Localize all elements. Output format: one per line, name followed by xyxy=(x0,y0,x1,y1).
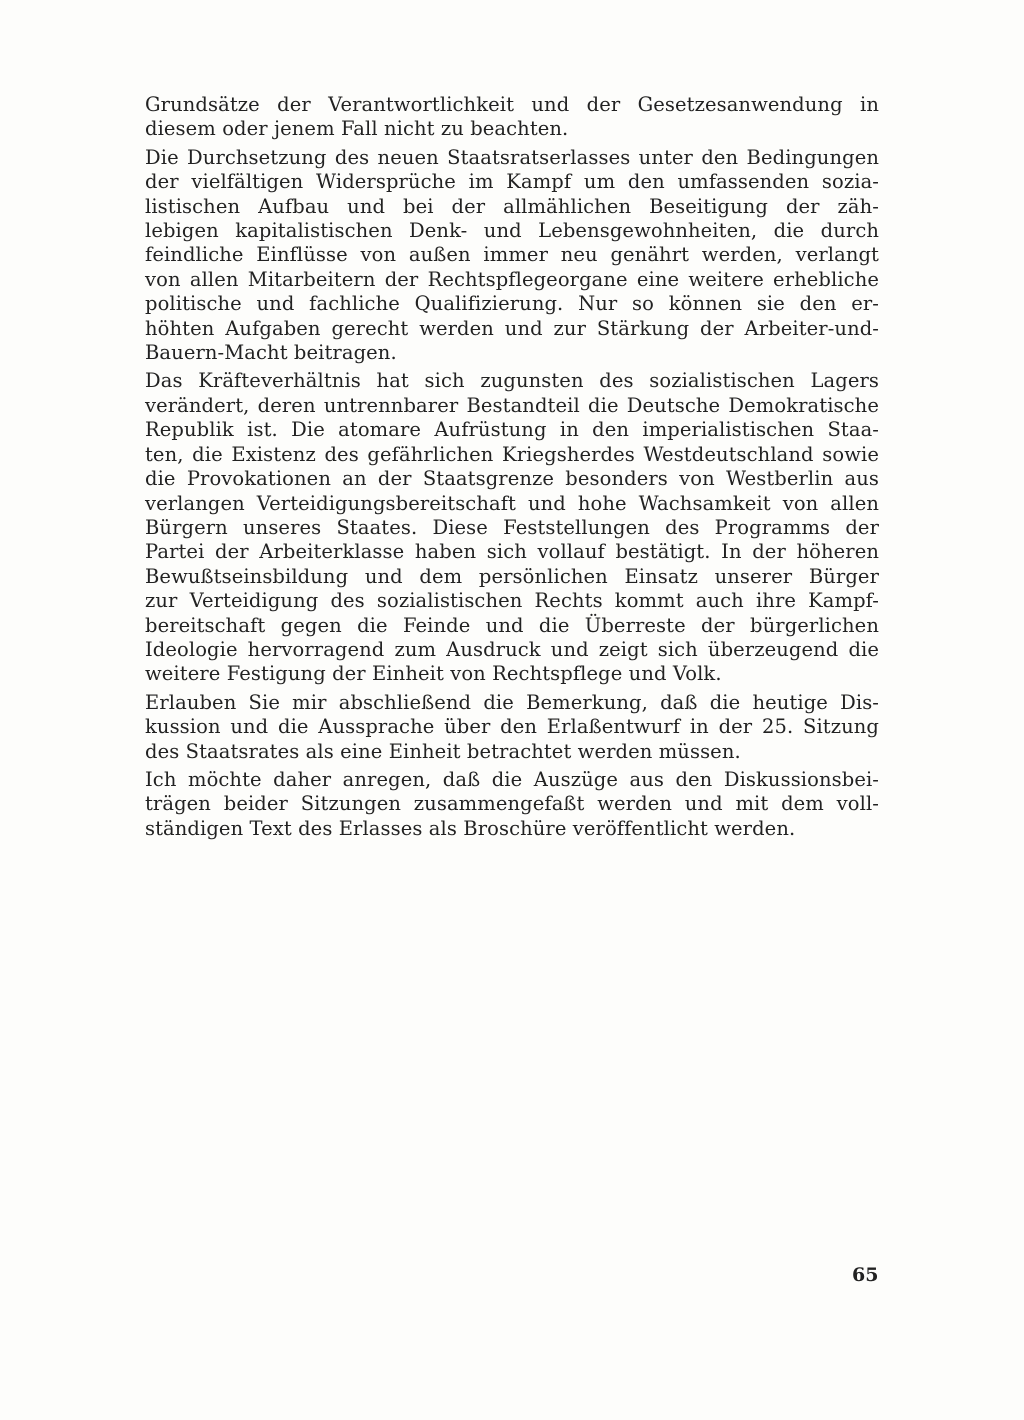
text-line: Grundsätze der Verantwortlichkeit und der Gesetzesanwendung in xyxy=(145,93,879,116)
body-text xyxy=(145,93,879,845)
text-line: lebigen kapitalistischen Denk- und Lebensgewohnheiten, die durch xyxy=(145,219,879,243)
text-line: Die Durchsetzung des neuen Staatsratserlasses unter den Bedingungen xyxy=(145,145,879,169)
text-line: Das Kräfteverhältnis hat sich zugunsten des sozialistischen Lagers xyxy=(145,369,879,393)
text-line: ständigen Text des Erlasses als Broschüre veröffentlicht werden. xyxy=(145,816,796,840)
text-line: Bauern-Macht beitragen. xyxy=(145,341,397,365)
text-line: Bürgern unseres Staates. Diese Feststellungen des Programms der xyxy=(145,515,879,539)
paragraph-3 xyxy=(145,369,879,686)
text-line: Ich möchte daher anregen, daß die Auszüge aus den Diskussionsbei- xyxy=(145,767,879,791)
text-line: des Staatsrates als eine Einheit betrachtet werden müssen. xyxy=(145,739,741,763)
text-line: verändert, deren untrennbarer Bestandteil die Deutsche Demokratische xyxy=(145,393,879,417)
text-line: Republik ist. Die atomare Aufrüstung in den imperialistischen Staa- xyxy=(145,418,879,442)
paragraph-5 xyxy=(145,768,879,841)
text-line: ten, die Existenz des gefährlichen Kriegsherdes Westdeutschland sowie xyxy=(145,442,879,466)
text-line: zur Verteidigung des sozialistischen Rechts kommt auch ihre Kampf- xyxy=(145,589,879,613)
text-line: Erlauben Sie mir abschließend die Bemerkung, daß die heutige Dis- xyxy=(145,690,879,714)
text-line: verlangen Verteidigungsbereitschaft und hohe Wachsamkeit von allen xyxy=(145,491,879,515)
text-line: diesem oder jenem Fall nicht zu beachten. xyxy=(145,117,569,141)
text-line: politische und fachliche Qualifizierung. Nur so können sie den er- xyxy=(145,292,879,316)
text-line: trägen beider Sitzungen zusammengefaßt werden und mit dem voll- xyxy=(145,792,879,816)
text-line: Ideologie hervorragend zum Ausdruck und zeigt sich überzeugend die xyxy=(145,637,879,661)
text-line: feindliche Einflüsse von außen immer neu genährt werden, verlangt xyxy=(145,243,879,267)
text-line: Bewußtseinsbildung und dem persönlichen Einsatz unserer Bürger xyxy=(145,564,879,588)
text-line: Partei der Arbeiterklasse haben sich vollauf bestätigt. In der höheren xyxy=(145,540,879,564)
text-line: der vielfältigen Widersprüche im Kampf um den umfassenden sozia- xyxy=(145,170,879,194)
text-line: bereitschaft gegen die Feinde und die Überreste der bürgerlichen xyxy=(145,613,879,637)
paragraph-1 xyxy=(145,93,879,142)
text-line: von allen Mitarbeitern der Rechtspflegeorgane eine weitere erhebliche xyxy=(145,267,879,291)
page-number: 65 xyxy=(852,1264,879,1286)
text-line: kussion und die Aussprache über den Erlaßentwurf in der 25. Sitzung xyxy=(145,715,879,739)
text-line: weitere Festigung der Einheit von Rechtspflege und Volk. xyxy=(145,662,722,686)
paragraph-2 xyxy=(145,146,879,366)
text-line: listischen Aufbau und bei der allmählichen Beseitigung der zäh- xyxy=(145,194,879,218)
text-line: die Provokationen an der Staatsgrenze besonders von Westberlin aus xyxy=(145,467,879,491)
text-line: höhten Aufgaben gerecht werden und zur Stärkung der Arbeiter-und- xyxy=(145,316,879,340)
paragraph-4 xyxy=(145,691,879,764)
